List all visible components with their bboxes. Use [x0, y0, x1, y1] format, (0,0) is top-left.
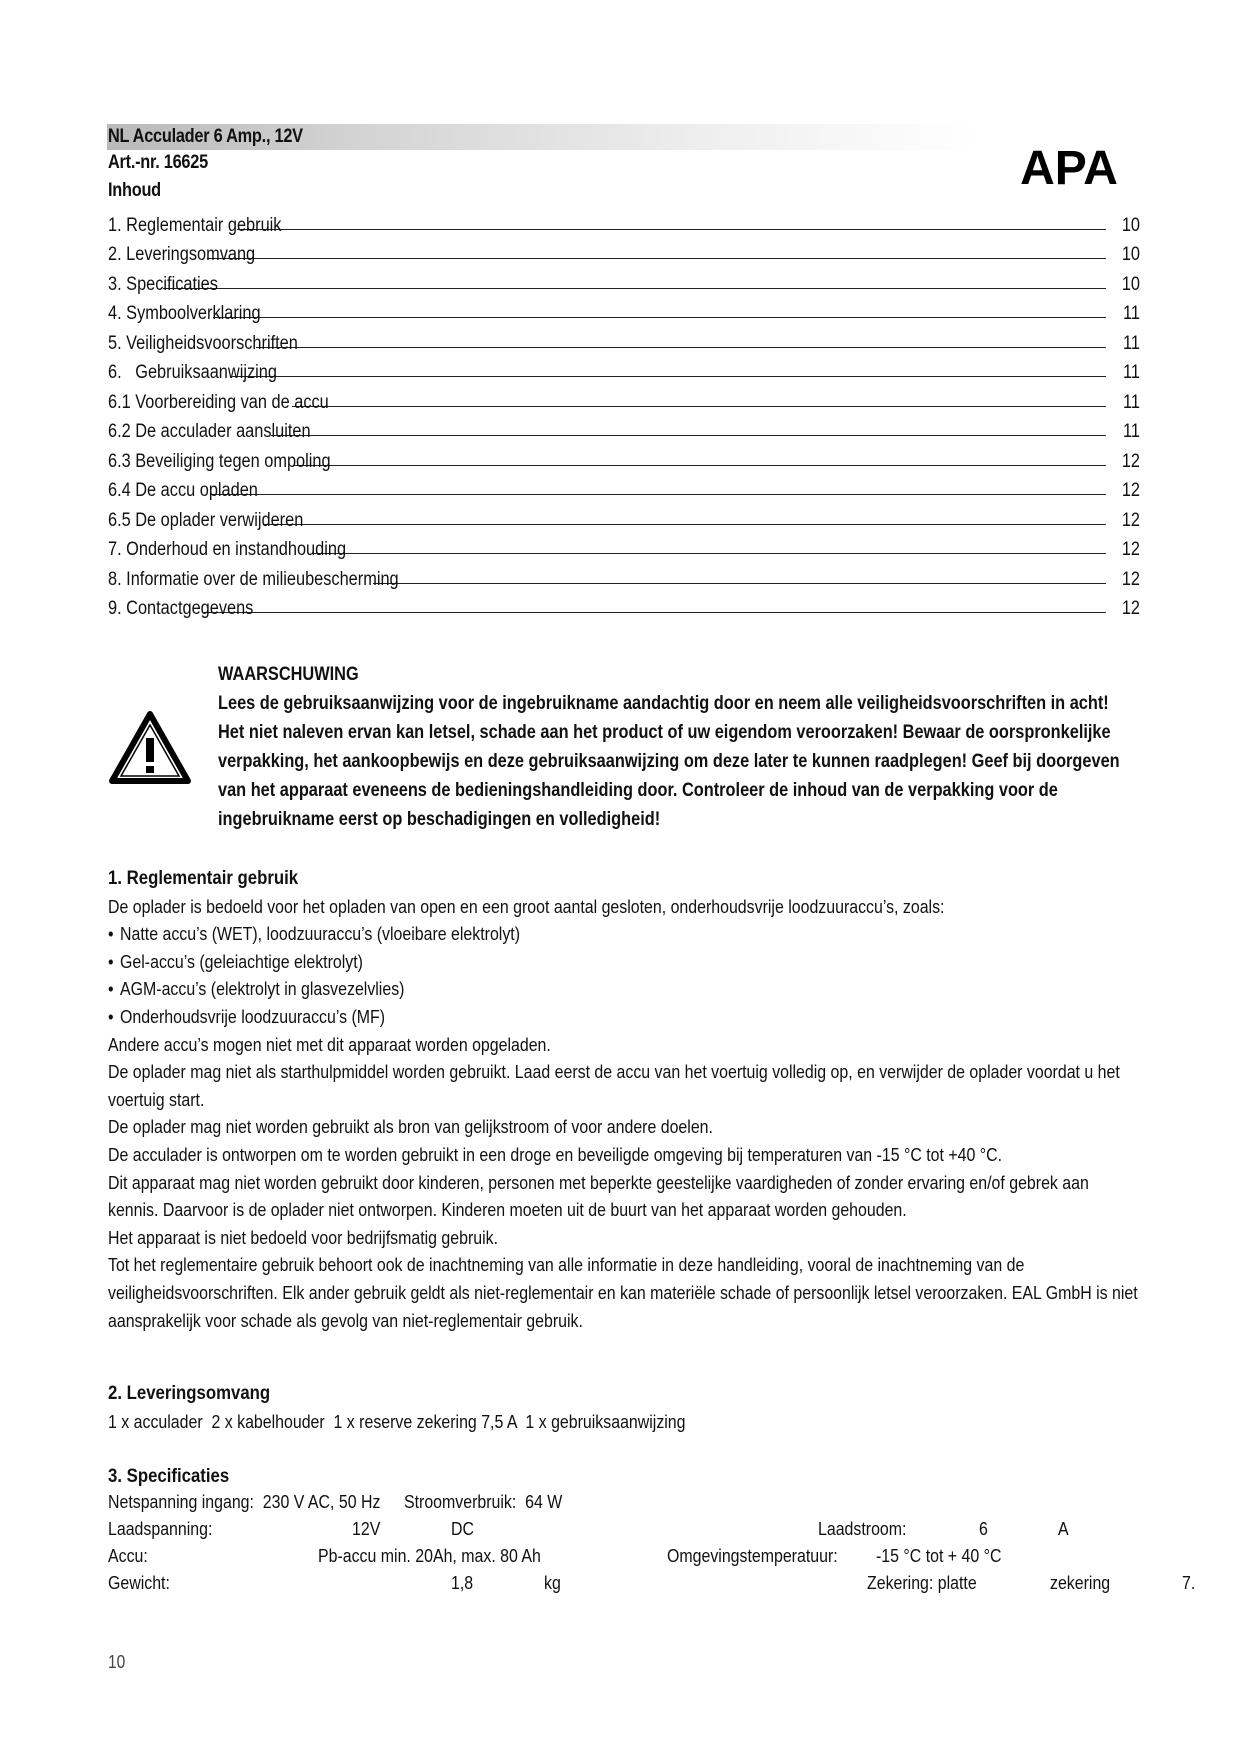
- spec-weight-value: 1,8: [451, 1572, 474, 1593]
- toc-row[interactable]: [108, 325, 1140, 355]
- toc-page: 10: [1121, 214, 1140, 236]
- spec-mains: Netspanning ingang: 230 V AC, 50 Hz: [108, 1491, 381, 1512]
- list-item: • AGM-accu’s (elektrolyt in glasvezelvlies): [108, 975, 1140, 1003]
- toc-row[interactable]: [108, 414, 1140, 444]
- toc-page: 10: [1121, 244, 1140, 265]
- toc-page: 12: [1121, 509, 1140, 531]
- toc-page: 10: [1121, 273, 1140, 295]
- product-title: NL Acculader 6 Amp., 12V: [108, 126, 303, 147]
- spec-fuse-value: 7.: [1182, 1572, 1196, 1593]
- article-number: Art.-nr. 16625: [108, 152, 208, 173]
- toc-page: 11: [1123, 391, 1140, 413]
- toc-label: 6.3 Beveiliging tegen ompoling: [108, 450, 331, 472]
- warning-title: WAARSCHUWING: [218, 664, 359, 685]
- section-intended-use: [108, 865, 1140, 1334]
- toc-label: 6.4 De accu opladen: [108, 480, 258, 501]
- toc-page: 11: [1123, 421, 1140, 442]
- page-number: 10: [108, 1652, 126, 1672]
- section-specifications: [108, 1463, 1140, 1491]
- toc-label: 1. Reglementair gebruik: [108, 214, 282, 236]
- toc-row[interactable]: [108, 473, 1140, 503]
- spec-charge-current-value: 6: [979, 1518, 988, 1539]
- section-delivery: [108, 1380, 1140, 1435]
- toc-label: 8. Informatie over de milieubescherming: [108, 568, 399, 590]
- toc-row[interactable]: [108, 532, 1140, 562]
- toc-label: 5. Veiligheidsvoorschriften: [108, 332, 298, 354]
- toc-page: 11: [1123, 303, 1140, 324]
- warning-text: Lees de gebruiksaanwijzing voor de ingebruikname aandachtig door en neem alle veiligheidsvoorschriften in acht! Het niet naleven ervan kan letsel, schade aan het product of uw eigendom veroorzaken! Bewaar de oorspronkelijke verpakking, het aankoopbewijs en deze gebruiksaanwijzing om deze later te kunnen raadplegen! Geef bij doorgeven van het apparaat eveneens de bedieningshandleiding door. Controleer de inhoud van de verpakking voor de ingebruikname eerst op beschadigingen en volledigheid!: [218, 693, 1120, 830]
- toc-row[interactable]: [108, 384, 1140, 414]
- section-title: 1. Reglementair gebruik: [108, 867, 299, 889]
- spec-ambient-label: Omgevingstemperatuur:: [667, 1545, 838, 1566]
- paragraph: 1 x acculader 2 x kabelhouder 1 x reserve zekering 7,5 A 1 x gebruiksaanwijzing: [108, 1410, 686, 1432]
- toc-row[interactable]: [108, 296, 1140, 326]
- spec-charge-voltage-label: Laadspanning:: [108, 1518, 213, 1539]
- toc-row[interactable]: [108, 266, 1140, 296]
- spec-charge-voltage-value: 12V: [352, 1518, 381, 1539]
- paragraph: Het apparaat is niet bedoeld voor bedrijfsmatig gebruik.: [108, 1226, 499, 1248]
- spec-weight-label: Gewicht:: [108, 1572, 170, 1593]
- list-item: • Natte accu’s (WET), loodzuuraccu’s (vloeibare elektrolyt): [108, 920, 1140, 948]
- toc-row[interactable]: [108, 443, 1140, 473]
- toc-label: 6.5 De oplader verwijderen: [108, 509, 304, 531]
- table-of-contents: [108, 207, 1140, 620]
- toc-page: 11: [1123, 332, 1140, 354]
- toc-label: 2. Leveringsomvang: [108, 244, 256, 265]
- toc-row[interactable]: [108, 502, 1140, 532]
- toc-label: 3. Specificaties: [108, 273, 218, 295]
- apa-logo: [1010, 140, 1128, 190]
- warning-block: [218, 660, 1138, 834]
- toc-label: 7. Onderhoud en instandhouding: [108, 539, 347, 560]
- warning-triangle-icon: [108, 710, 192, 786]
- toc-row[interactable]: [108, 355, 1140, 385]
- toc-page: 11: [1123, 362, 1140, 383]
- toc-page: 12: [1121, 480, 1140, 501]
- spec-fuse-word: zekering: [1050, 1572, 1111, 1593]
- toc-row[interactable]: [108, 237, 1140, 267]
- toc-row[interactable]: [108, 207, 1140, 237]
- paragraph: Tot het reglementaire gebruik behoort ook de inachtneming van alle informatie in deze handleiding, vooral de inachtneming van de veiligheidsvoorschriften. Elk ander gebruik geldt als niet-reglementair en kan materiële schade of persoonlijk letsel veroorzaken. EAL GmbH is niet aansprakelijk voor schade als gevolg van niet-reglementair gebruik.: [108, 1254, 1138, 1331]
- logo-text: APA: [1020, 142, 1118, 190]
- toc-label: 6. Gebruiksaanwijzing: [108, 362, 277, 383]
- spec-charge-current-unit: A: [1058, 1518, 1069, 1539]
- spec-ambient-value: -15 °C tot + 40 °C: [876, 1545, 1002, 1566]
- toc-page: 12: [1121, 598, 1140, 619]
- section-title: 2. Leveringsomvang: [108, 1382, 271, 1404]
- spec-battery-label: Accu:: [108, 1545, 148, 1566]
- spec-fuse-label: Zekering: platte: [867, 1572, 977, 1593]
- spec-power: Stroomverbruik: 64 W: [404, 1491, 563, 1512]
- section-title: 3. Specificaties: [108, 1465, 230, 1487]
- spec-charge-current-label: Laadstroom:: [818, 1518, 907, 1539]
- toc-page: 12: [1121, 568, 1140, 590]
- toc-page: 12: [1121, 450, 1140, 472]
- paragraph: Dit apparaat mag niet worden gebruikt door kinderen, personen met beperkte geestelijke vaardigheden of zonder ervaring en/of gebrek aan kennis. Daarvoor is de oplader niet ontworpen. Kinderen moeten uit de buurt van het apparaat worden gehouden.: [108, 1171, 1089, 1221]
- toc-label: 4. Symboolverklaring: [108, 303, 261, 324]
- spec-charge-voltage-unit: DC: [451, 1518, 474, 1539]
- paragraph: De oplader mag niet worden gebruikt als bron van gelijkstroom of voor andere doelen.: [108, 1116, 713, 1138]
- toc-row[interactable]: [108, 591, 1140, 621]
- spec-battery-value: Pb-accu min. 20Ah, max. 80 Ah: [318, 1545, 541, 1566]
- toc-label: 6.2 De acculader aansluiten: [108, 421, 311, 442]
- toc-label: 9. Contactgegevens: [108, 598, 254, 619]
- paragraph: De oplader is bedoeld voor het opladen van open en een groot aantal gesloten, onderhoudsvrije loodzuuraccu’s, zoals:: [108, 895, 945, 917]
- list-item: • Onderhoudsvrije loodzuuraccu’s (MF): [108, 1003, 1140, 1031]
- toc-label: 6.1 Voorbereiding van de accu: [108, 391, 329, 413]
- contents-heading: Inhoud: [108, 180, 161, 201]
- spec-weight-unit: kg: [544, 1572, 561, 1593]
- list-item: • Gel-accu’s (geleiachtige elektrolyt): [108, 948, 1140, 976]
- paragraph: De acculader is ontworpen om te worden gebruikt in een droge en beveiligde omgeving bij temperaturen van -15 °C tot +40 °C.: [108, 1143, 1003, 1165]
- paragraph: Andere accu’s mogen niet met dit apparaat worden opgeladen.: [108, 1033, 551, 1055]
- toc-page: 12: [1121, 539, 1140, 560]
- toc-row[interactable]: [108, 561, 1140, 591]
- paragraph: De oplader mag niet als starthulpmiddel worden gebruikt. Laad eerst de accu van het voertuig volledig op, en verwijder de oplader voordat u het voertuig start.: [108, 1061, 1120, 1110]
